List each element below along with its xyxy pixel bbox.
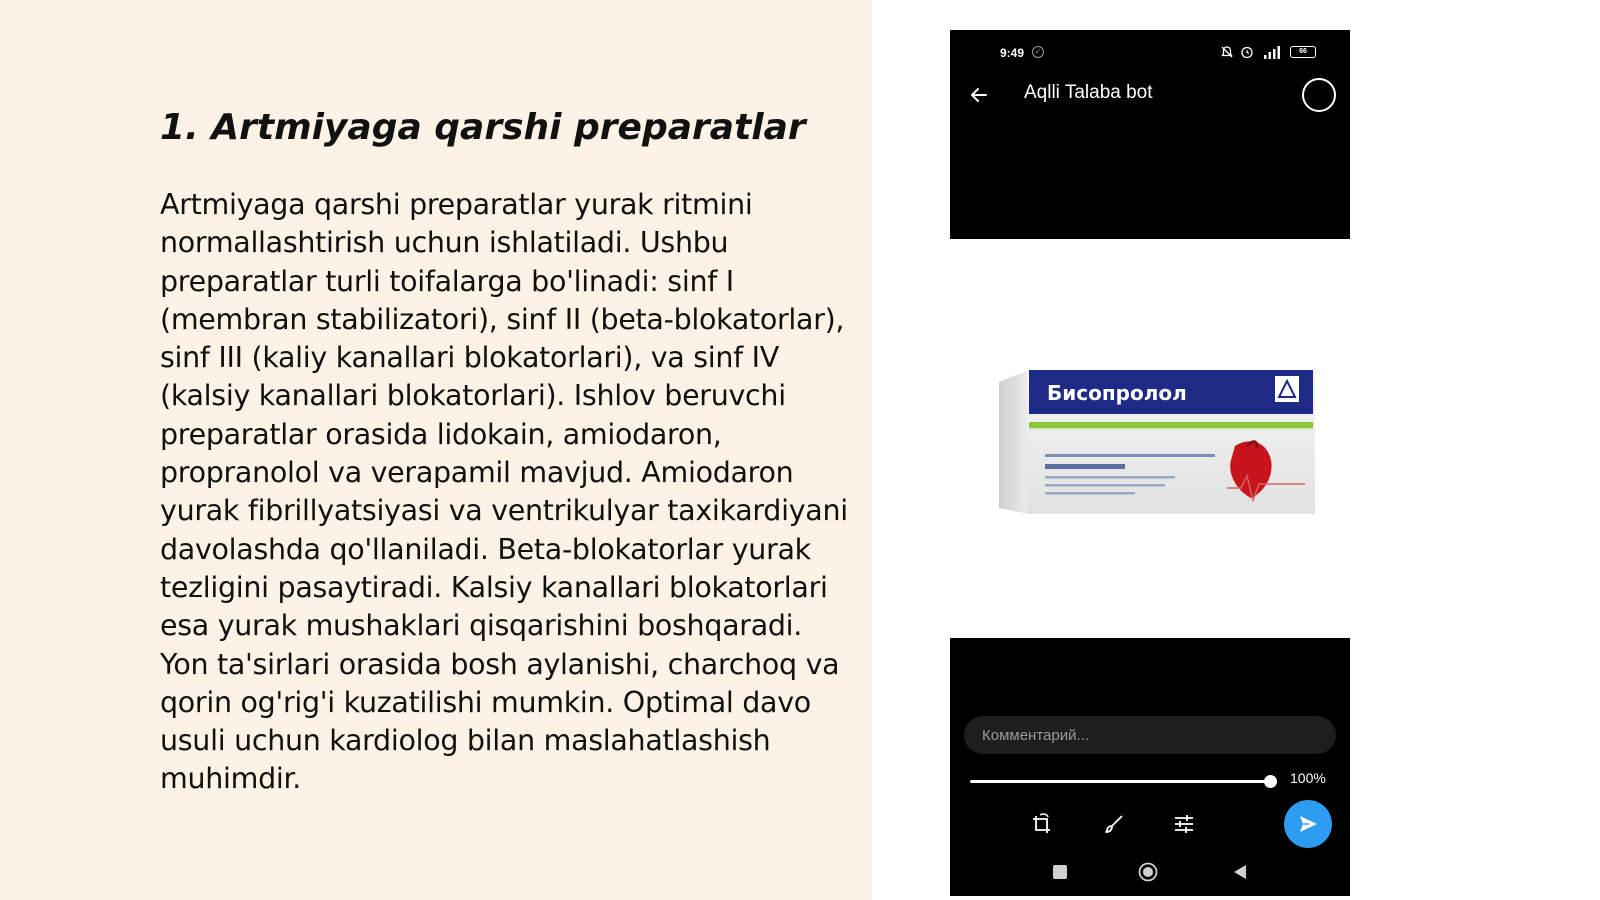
medicine-box-image [995, 368, 1317, 516]
circle-button[interactable] [1302, 78, 1336, 112]
sliders-icon[interactable] [1172, 812, 1196, 836]
slide-title: 1. Artmiyaga qarshi preparatlar [160, 107, 806, 148]
bell-off-icon [1220, 45, 1234, 59]
signal-icon [1260, 45, 1284, 59]
zoom-slider-track[interactable] [970, 780, 1270, 783]
arrow-left-icon[interactable] [968, 84, 990, 106]
phone-screenshot-header [950, 30, 1350, 239]
zoom-slider-thumb[interactable] [1264, 775, 1277, 788]
status-check-icon: ✓ [1032, 46, 1044, 58]
product-name: Бисопролол [1047, 381, 1187, 405]
send-icon [1297, 813, 1319, 835]
status-icons [1220, 44, 1316, 60]
zoom-label: 100% [1290, 770, 1326, 786]
battery-icon: 66 [1290, 46, 1316, 58]
brush-icon[interactable] [1102, 812, 1126, 836]
slide-body: Artmiyaga qarshi preparatlar yurak ritmini normallashtirish uchun ishlatiladi. Ushbu preparatlar turli toifalarga bo'linadi: sinf I (membran stabilizatori), sinf II (beta-blokatorlar), sinf III (kaliy kanallari blokatorlari), va sinf IV (kalsiy kanallari blokatorlari). Ishlov beruvchi preparatlar orasida lidokain, amiodaron, propranolol va verapamil mavjud. Amiodaron yurak fibrillyatsiyasi va ventrikulyar taxikardiyani davolashda qo'llaniladi. Beta-blokatorlar yurak tezligini pasaytiradi. Kalsiy kanallari blokatorlari esa yurak mushaklari qisqarishini boshqaradi. Yon ta'sirlari orasida bosh aylanishi, charchoq va qorin og'rig'i kuzatilishi mumkin. Optimal davo usuli uchun kardiolog bilan maslahatlashish muhimdir. [160, 188, 848, 796]
square-icon[interactable] [1052, 864, 1068, 880]
triangle-back-icon[interactable] [1232, 864, 1248, 880]
comment-input[interactable] [964, 716, 1336, 754]
status-time: 9:49 [1000, 46, 1025, 60]
phone-screenshot-footer [950, 638, 1350, 896]
rotate-crop-icon[interactable] [1030, 812, 1054, 836]
chat-title: Aqlli Talaba bot [1024, 82, 1153, 103]
circle-home-icon[interactable] [1138, 862, 1158, 882]
alarm-icon [1240, 45, 1254, 59]
send-button[interactable] [1284, 800, 1332, 848]
